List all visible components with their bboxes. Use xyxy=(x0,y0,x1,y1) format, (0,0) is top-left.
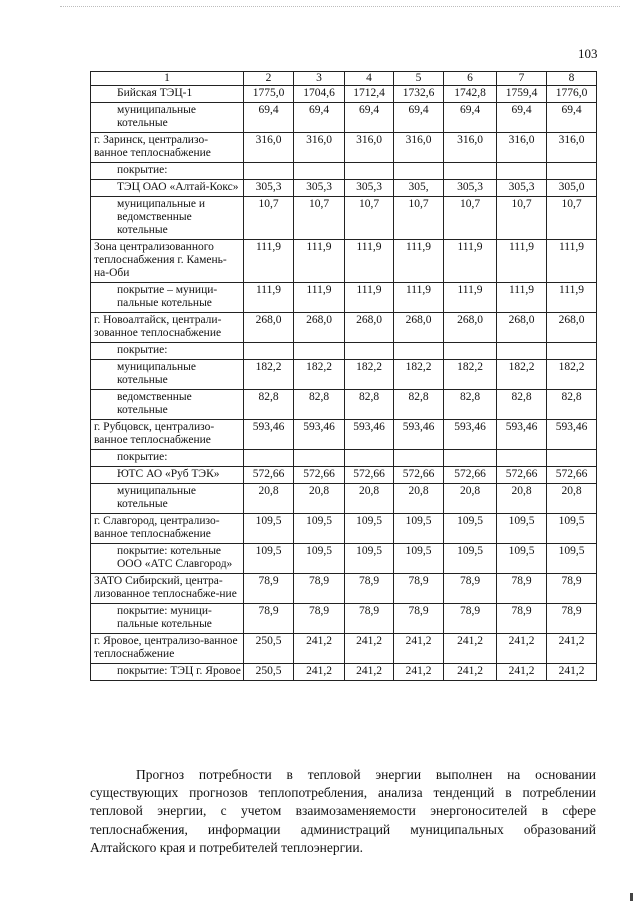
table-cell-value: 593,46 xyxy=(244,420,294,450)
table-cell-value: 241,2 xyxy=(345,634,394,664)
table-cell-value: 109,5 xyxy=(444,514,497,544)
table-cell-value: 109,5 xyxy=(547,514,597,544)
table-cell-value: 572,66 xyxy=(345,467,394,484)
table-cell-value xyxy=(244,163,294,180)
table-cell-value: 111,9 xyxy=(394,240,444,283)
row-label: муниципальные котельные xyxy=(91,360,244,390)
row-label: покрытие: котельные ООО «АТС Славгород» xyxy=(91,544,244,574)
table-cell-value: 572,66 xyxy=(244,467,294,484)
table-cell-value xyxy=(394,343,444,360)
table-cell-value: 78,9 xyxy=(294,604,345,634)
table-cell-value: 241,2 xyxy=(444,664,497,681)
table-cell-value: 316,0 xyxy=(394,133,444,163)
table-cell-value: 10,7 xyxy=(345,197,394,240)
table-cell-value: 82,8 xyxy=(444,390,497,420)
table-row xyxy=(91,420,597,450)
table-cell-value: 572,66 xyxy=(497,467,547,484)
table-cell-value: 111,9 xyxy=(294,283,345,313)
scan-edge-artifact xyxy=(60,6,620,7)
table-cell-value: 109,5 xyxy=(394,544,444,574)
table-cell-value: 109,5 xyxy=(294,544,345,574)
table-cell-value: 111,9 xyxy=(444,240,497,283)
column-number-header: 2 xyxy=(244,72,294,86)
row-label: г. Славгород, централизо-ванное теплоснабжение xyxy=(91,514,244,544)
table-cell-value: 111,9 xyxy=(444,283,497,313)
table-row xyxy=(91,180,597,197)
table-row xyxy=(91,360,597,390)
table-cell-value: 111,9 xyxy=(345,283,394,313)
table-cell-value: 69,4 xyxy=(497,103,547,133)
table-cell-value: 69,4 xyxy=(444,103,497,133)
table-cell-value xyxy=(394,450,444,467)
body-paragraph: Прогноз потребности в тепловой энергии выполнен на основании существующих прогнозов теплопотребления, анализа тенденций в потреблении тепловой энергии, с учетом взаимозаменяемости энергоносителей в сфере теплоснабжения, информации администраций муниципальных образований Алтайского края и потребителей теплоэнергии. xyxy=(90,767,596,855)
table-row xyxy=(91,634,597,664)
table-cell-value xyxy=(547,343,597,360)
table-cell-value: 572,66 xyxy=(547,467,597,484)
table-cell-value: 1712,4 xyxy=(345,86,394,103)
table-cell-value xyxy=(547,450,597,467)
table-cell-value: 10,7 xyxy=(294,197,345,240)
table-cell-value: 241,2 xyxy=(394,664,444,681)
table-cell-value: 268,0 xyxy=(547,313,597,343)
table-cell-value xyxy=(345,163,394,180)
table-cell-value: 1759,4 xyxy=(497,86,547,103)
table-cell-value: 82,8 xyxy=(345,390,394,420)
table-cell-value: 69,4 xyxy=(244,103,294,133)
table-row xyxy=(91,604,597,634)
table-cell-value: 111,9 xyxy=(497,283,547,313)
table-cell-value: 20,8 xyxy=(345,484,394,514)
table-cell-value xyxy=(345,450,394,467)
column-number-header: 8 xyxy=(547,72,597,86)
table-cell-value xyxy=(497,450,547,467)
table-cell-value: 20,8 xyxy=(547,484,597,514)
table-cell-value xyxy=(244,343,294,360)
table-row xyxy=(91,103,597,133)
table-cell-value: 82,8 xyxy=(394,390,444,420)
table-cell-value: 82,8 xyxy=(497,390,547,420)
table-cell-value: 10,7 xyxy=(497,197,547,240)
row-label: ведомственные котельные xyxy=(91,390,244,420)
table-cell-value: 78,9 xyxy=(394,574,444,604)
table-cell-value: 10,7 xyxy=(244,197,294,240)
table-header-row xyxy=(91,72,597,86)
table-cell-value: 316,0 xyxy=(497,133,547,163)
table-cell-value: 82,8 xyxy=(547,390,597,420)
table-cell-value: 316,0 xyxy=(444,133,497,163)
table-cell-value: 78,9 xyxy=(497,574,547,604)
table-cell-value xyxy=(394,163,444,180)
table-cell-value: 111,9 xyxy=(345,240,394,283)
table-cell-value: 1732,6 xyxy=(394,86,444,103)
table-cell-value: 111,9 xyxy=(547,240,597,283)
table-cell-value: 1704,6 xyxy=(294,86,345,103)
table-cell-value: 268,0 xyxy=(345,313,394,343)
table-row xyxy=(91,574,597,604)
table-cell-value: 109,5 xyxy=(444,544,497,574)
table-cell-value: 78,9 xyxy=(547,574,597,604)
table-cell-value: 20,8 xyxy=(497,484,547,514)
table-cell-value: 241,2 xyxy=(294,664,345,681)
row-label: покрытие: xyxy=(91,450,244,467)
table-cell-value: 593,46 xyxy=(497,420,547,450)
row-label: покрытие – муници-пальные котельные xyxy=(91,283,244,313)
table-row xyxy=(91,467,597,484)
row-label: муниципальные котельные xyxy=(91,484,244,514)
table-cell-value: 250,5 xyxy=(244,664,294,681)
table-row xyxy=(91,544,597,574)
table-cell-value xyxy=(444,450,497,467)
row-label: Бийская ТЭЦ-1 xyxy=(91,86,244,103)
table-cell-value: 305,3 xyxy=(345,180,394,197)
table-cell-value: 182,2 xyxy=(294,360,345,390)
table-cell-value xyxy=(444,163,497,180)
table-cell-value: 241,2 xyxy=(294,634,345,664)
table-cell-value: 20,8 xyxy=(244,484,294,514)
table-cell-value: 305,3 xyxy=(244,180,294,197)
table-row xyxy=(91,514,597,544)
table-cell-value: 10,7 xyxy=(394,197,444,240)
table-cell-value: 20,8 xyxy=(444,484,497,514)
table-cell-value: 10,7 xyxy=(444,197,497,240)
table-cell-value: 316,0 xyxy=(345,133,394,163)
table-row xyxy=(91,163,597,180)
table-cell-value: 250,5 xyxy=(244,634,294,664)
table-cell-value: 78,9 xyxy=(294,574,345,604)
page-number: 103 xyxy=(578,46,598,61)
table-cell-value: 1775,0 xyxy=(244,86,294,103)
table-cell-value: 593,46 xyxy=(444,420,497,450)
table-cell-value xyxy=(294,343,345,360)
table-cell-value: 316,0 xyxy=(547,133,597,163)
table-cell-value: 20,8 xyxy=(394,484,444,514)
table-cell-value: 182,2 xyxy=(547,360,597,390)
table-cell-value: 82,8 xyxy=(244,390,294,420)
table-cell-value: 109,5 xyxy=(244,514,294,544)
row-label: ЗАТО Сибирский, центра-лизованное теплоснабже-ние xyxy=(91,574,244,604)
table-cell-value: 78,9 xyxy=(244,604,294,634)
row-label: муниципальные котельные xyxy=(91,103,244,133)
table-row xyxy=(91,86,597,103)
table-row xyxy=(91,283,597,313)
table-cell-value: 268,0 xyxy=(244,313,294,343)
table-cell-value: 593,46 xyxy=(394,420,444,450)
table-cell-value: 572,66 xyxy=(394,467,444,484)
table-cell-value xyxy=(294,163,345,180)
table-cell-value: 111,9 xyxy=(497,240,547,283)
table-cell-value: 109,5 xyxy=(294,514,345,544)
row-label: ТЭЦ ОАО «Алтай-Кокс» xyxy=(91,180,244,197)
table-cell-value: 111,9 xyxy=(294,240,345,283)
table-cell-value: 20,8 xyxy=(294,484,345,514)
table-cell-value: 78,9 xyxy=(345,604,394,634)
table-cell-value xyxy=(244,450,294,467)
table-cell-value: 182,2 xyxy=(345,360,394,390)
row-label: г. Яровое, централизо-ванное теплоснабжение xyxy=(91,634,244,664)
table-cell-value: 268,0 xyxy=(394,313,444,343)
table-cell-value: 182,2 xyxy=(244,360,294,390)
table-cell-value: 78,9 xyxy=(497,604,547,634)
table-cell-value: 316,0 xyxy=(294,133,345,163)
table-cell-value xyxy=(497,163,547,180)
column-number-header: 5 xyxy=(394,72,444,86)
row-label: г. Новоалтайск, централи-зованное теплоснабжение xyxy=(91,313,244,343)
table-cell-value: 241,2 xyxy=(394,634,444,664)
table-row xyxy=(91,484,597,514)
table-cell-value: 69,4 xyxy=(294,103,345,133)
row-label: Зона централизованного теплоснабжения г. Камень-на-Оби xyxy=(91,240,244,283)
table-row xyxy=(91,313,597,343)
column-number-header: 1 xyxy=(91,72,244,86)
table-cell-value: 109,5 xyxy=(345,514,394,544)
table-cell-value: 268,0 xyxy=(444,313,497,343)
table-cell-value: 182,2 xyxy=(394,360,444,390)
table-cell-value: 82,8 xyxy=(294,390,345,420)
table-cell-value: 268,0 xyxy=(497,313,547,343)
table-cell-value: 78,9 xyxy=(444,574,497,604)
column-number-header: 4 xyxy=(345,72,394,86)
table-cell-value: 109,5 xyxy=(497,544,547,574)
column-number-header: 7 xyxy=(497,72,547,86)
table-cell-value: 1742,8 xyxy=(444,86,497,103)
row-label: покрытие: ТЭЦ г. Яровое xyxy=(91,664,244,681)
table-cell-value xyxy=(444,343,497,360)
table-cell-value: 78,9 xyxy=(244,574,294,604)
table-cell-value: 182,2 xyxy=(444,360,497,390)
table-cell-value: 10,7 xyxy=(547,197,597,240)
table-row xyxy=(91,343,597,360)
table-cell-value: 111,9 xyxy=(244,283,294,313)
table-cell-value: 69,4 xyxy=(547,103,597,133)
table-cell-value: 572,66 xyxy=(294,467,345,484)
table-cell-value xyxy=(294,450,345,467)
table-row xyxy=(91,390,597,420)
table-row xyxy=(91,664,597,681)
table-cell-value: 305,3 xyxy=(444,180,497,197)
table-cell-value: 109,5 xyxy=(244,544,294,574)
table-cell-value xyxy=(345,343,394,360)
column-number-header: 3 xyxy=(294,72,345,86)
table-cell-value: 593,46 xyxy=(547,420,597,450)
table-cell-value: 111,9 xyxy=(547,283,597,313)
table-cell-value: 111,9 xyxy=(394,283,444,313)
table-cell-value: 241,2 xyxy=(497,664,547,681)
table-cell-value: 1776,0 xyxy=(547,86,597,103)
row-label: г. Рубцовск, централизо-ванное теплоснабжение xyxy=(91,420,244,450)
table-cell-value: 78,9 xyxy=(547,604,597,634)
table-cell-value xyxy=(497,343,547,360)
table-row xyxy=(91,240,597,283)
table-cell-value: 78,9 xyxy=(345,574,394,604)
row-label: муниципальные и ведомственные котельные xyxy=(91,197,244,240)
table-cell-value: 593,46 xyxy=(345,420,394,450)
table-cell-value: 241,2 xyxy=(547,634,597,664)
table-cell-value: 78,9 xyxy=(444,604,497,634)
table-cell-value: 241,2 xyxy=(345,664,394,681)
row-label: г. Заринск, централизо-ванное теплоснабжение xyxy=(91,133,244,163)
table-cell-value: 241,2 xyxy=(444,634,497,664)
column-number-header: 6 xyxy=(444,72,497,86)
table-cell-value: 572,66 xyxy=(444,467,497,484)
table-cell-value: 78,9 xyxy=(394,604,444,634)
row-label: покрытие: xyxy=(91,163,244,180)
table-cell-value: 109,5 xyxy=(547,544,597,574)
table-cell-value: 182,2 xyxy=(497,360,547,390)
row-label: ЮТС АО «Руб ТЭК» xyxy=(91,467,244,484)
table-cell-value: 305,0 xyxy=(547,180,597,197)
table-cell-value: 109,5 xyxy=(345,544,394,574)
table-cell-value: 268,0 xyxy=(294,313,345,343)
table-cell-value: 69,4 xyxy=(345,103,394,133)
table-cell-value: 241,2 xyxy=(497,634,547,664)
table-cell-value: 69,4 xyxy=(394,103,444,133)
table-cell-value: 593,46 xyxy=(294,420,345,450)
table-row xyxy=(91,450,597,467)
table-cell-value: 241,2 xyxy=(547,664,597,681)
table-cell-value: 305,3 xyxy=(497,180,547,197)
row-label: покрытие: муници-пальные котельные xyxy=(91,604,244,634)
table-cell-value xyxy=(547,163,597,180)
scan-margin-mark xyxy=(630,893,633,901)
table-row xyxy=(91,133,597,163)
table-cell-value: 111,9 xyxy=(244,240,294,283)
heat-demand-table xyxy=(90,71,597,681)
table-row xyxy=(91,197,597,240)
table-cell-value: 305, xyxy=(394,180,444,197)
row-label: покрытие: xyxy=(91,343,244,360)
table-cell-value: 316,0 xyxy=(244,133,294,163)
table-cell-value: 109,5 xyxy=(497,514,547,544)
table-cell-value: 109,5 xyxy=(394,514,444,544)
table-cell-value: 305,3 xyxy=(294,180,345,197)
